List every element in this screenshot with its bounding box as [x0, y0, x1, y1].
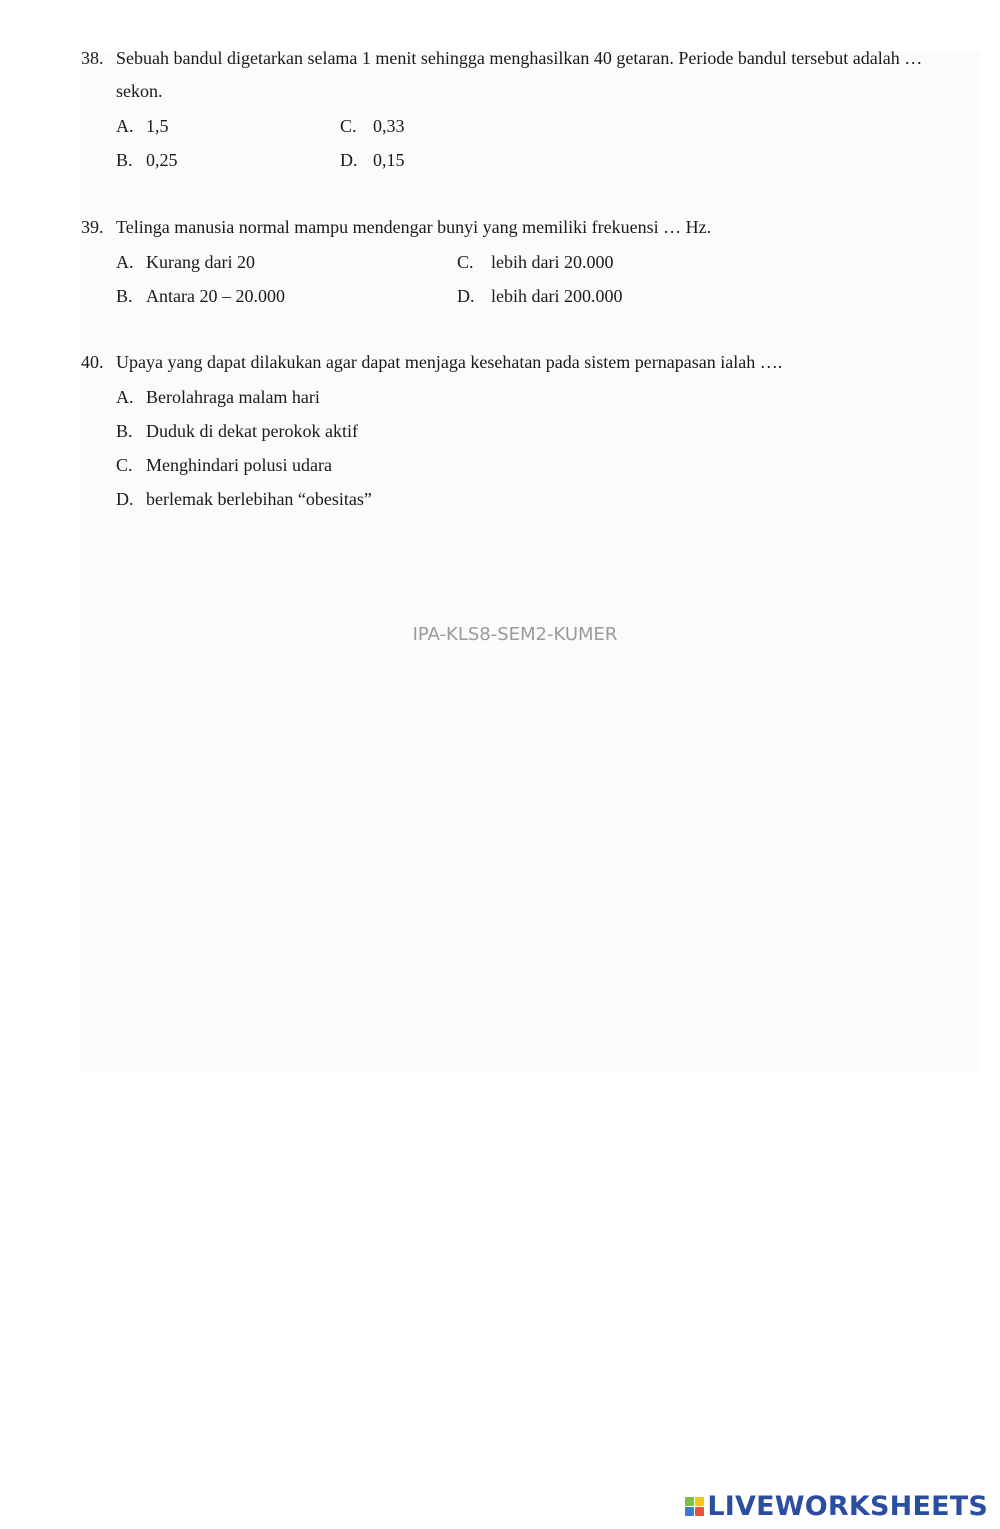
option-d[interactable] [340, 148, 405, 172]
option-text: Berolahraga malam hari [146, 387, 320, 407]
option-b[interactable] [116, 419, 358, 443]
liveworksheets-brand[interactable] [685, 1491, 988, 1521]
option-text: lebih dari 20.000 [491, 252, 614, 272]
option-b[interactable] [116, 284, 285, 308]
option-letter: A. [116, 116, 134, 136]
option-text: 0,25 [146, 150, 178, 170]
option-a[interactable] [116, 250, 255, 274]
option-d[interactable] [116, 487, 372, 511]
option-c[interactable] [116, 453, 332, 477]
option-text: Antara 20 – 20.000 [146, 286, 285, 306]
option-letter: D. [116, 489, 134, 509]
question-number: 38. [81, 48, 104, 68]
brand-name: LIVEWORKSHEETS [707, 1490, 988, 1522]
question-number: 40. [81, 352, 104, 372]
worksheet-page [80, 52, 980, 1072]
option-letter: A. [116, 252, 134, 272]
question-stem: Upaya yang dapat dilakukan agar dapat menjaga kesehatan pada sistem pernapasan ialah …. [116, 352, 783, 372]
option-letter: B. [116, 150, 133, 170]
option-text: 0,33 [373, 116, 405, 136]
liveworksheets-logo-icon [685, 1497, 704, 1516]
option-text: lebih dari 200.000 [491, 286, 623, 306]
option-letter: C. [116, 455, 133, 475]
option-letter: B. [116, 286, 133, 306]
option-a[interactable] [116, 385, 320, 409]
option-d[interactable] [457, 284, 622, 308]
option-letter: A. [116, 387, 134, 407]
worksheet-code: IPA-KLS8-SEM2-KUMER [412, 624, 618, 645]
option-letter: C. [457, 252, 474, 272]
option-text: berlemak berlebihan “obesitas” [146, 489, 372, 509]
option-c[interactable] [457, 250, 613, 274]
option-letter: D. [340, 150, 358, 170]
option-text: Menghindari polusi udara [146, 455, 332, 475]
option-letter: C. [340, 116, 357, 136]
question-stem: Sebuah bandul digetarkan selama 1 menit sehingga menghasilkan 40 getaran. Periode bandul tersebut adalah … sekon. [116, 48, 923, 101]
option-text: 1,5 [146, 116, 169, 136]
option-letter: B. [116, 421, 133, 441]
question-stem: Telinga manusia normal mampu mendengar bunyi yang memiliki frekuensi … Hz. [116, 217, 712, 237]
question-number: 39. [81, 217, 104, 237]
question-38 [81, 42, 941, 108]
option-text: Kurang dari 20 [146, 252, 255, 272]
option-c[interactable] [340, 114, 405, 138]
option-b[interactable] [116, 148, 178, 172]
option-text: Duduk di dekat perokok aktif [146, 421, 358, 441]
option-text: 0,15 [373, 150, 405, 170]
question-39 [81, 211, 941, 244]
option-a[interactable] [116, 114, 169, 138]
option-letter: D. [457, 286, 475, 306]
question-40 [81, 346, 941, 379]
